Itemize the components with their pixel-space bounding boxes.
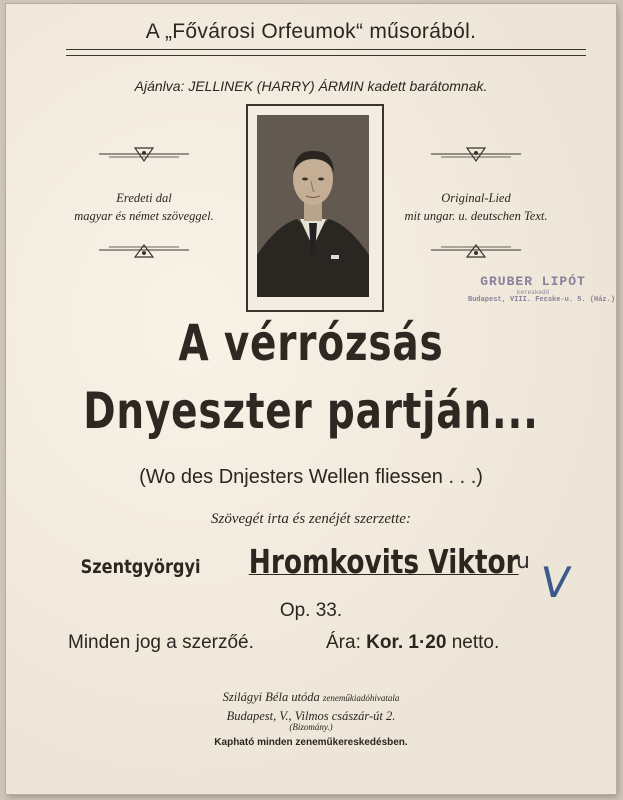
rights-notice: Minden jog a szerzőé.: [68, 632, 254, 653]
right-caption-line2: mit ungar. u. deutschen Text.: [404, 209, 548, 223]
header-title: A „Fővárosi Orfeumok“ műsorából.: [145, 20, 477, 43]
ornament-icon: [99, 144, 189, 164]
composer-last: Hromkovits Viktor: [248, 542, 519, 581]
price-amount: Kor. 1·20: [366, 632, 447, 653]
right-caption: [386, 189, 566, 225]
stamp-address: Budapest, VIII. Fecske-u. 5. (Ház.): [468, 296, 616, 304]
commission-note: (Bizomány.): [289, 722, 333, 732]
owner-stamp: [468, 274, 616, 304]
composer-first: Szentgyörgyi: [80, 556, 201, 578]
publisher-address: Budapest, V., Vilmos császár-út 2.: [226, 709, 396, 723]
ornament-icon: [431, 144, 521, 164]
left-caption-line1: Eredeti dal: [116, 191, 172, 205]
right-caption-line1: Original-Lied: [441, 191, 511, 205]
credit-line: Szövegét irta és zenéjét szerzette:: [211, 511, 411, 527]
portrait-photo: [257, 115, 369, 297]
ornament-icon: [431, 242, 521, 262]
ornament-icon: [99, 242, 189, 262]
price-label: Ára:: [326, 632, 361, 653]
dedication-prefix: Ajánlva:: [134, 78, 185, 94]
portrait-frame: [246, 104, 384, 312]
publisher-name-suffix: zeneműkiadóhivatala: [322, 693, 400, 703]
dedication-name: JELLINEK (HARRY) ÁRMIN: [188, 78, 364, 94]
dedication: [6, 78, 616, 94]
handwritten-mark: u: [516, 549, 530, 574]
price-suffix: netto.: [451, 632, 500, 653]
song-title-line2: Dnyeszter partján...: [83, 382, 539, 440]
song-subtitle: (Wo des Dnjesters Wellen fliessen . . .): [139, 466, 483, 488]
publisher: [6, 688, 616, 725]
song-title-line1: A vérrózsás: [178, 314, 444, 372]
publisher-name: Szilágyi Béla utóda: [222, 690, 320, 704]
sheet-music-cover: [6, 4, 616, 794]
availability-note: Kapható minden zeneműkereskedésben.: [214, 737, 408, 748]
man-portrait-icon: [257, 115, 369, 297]
stamp-occupation: kereskedő: [516, 289, 550, 296]
header-double-rule: [66, 49, 586, 56]
stamp-name: GRUBER LIPÓT: [480, 274, 586, 289]
price: [326, 632, 499, 654]
left-caption: [54, 189, 234, 225]
dedication-suffix: kadett barátomnak.: [367, 78, 488, 94]
left-caption-line2: magyar és német szöveggel.: [74, 209, 214, 223]
handwritten-check: V: [537, 558, 574, 607]
opus-number: Op. 33.: [279, 600, 343, 621]
